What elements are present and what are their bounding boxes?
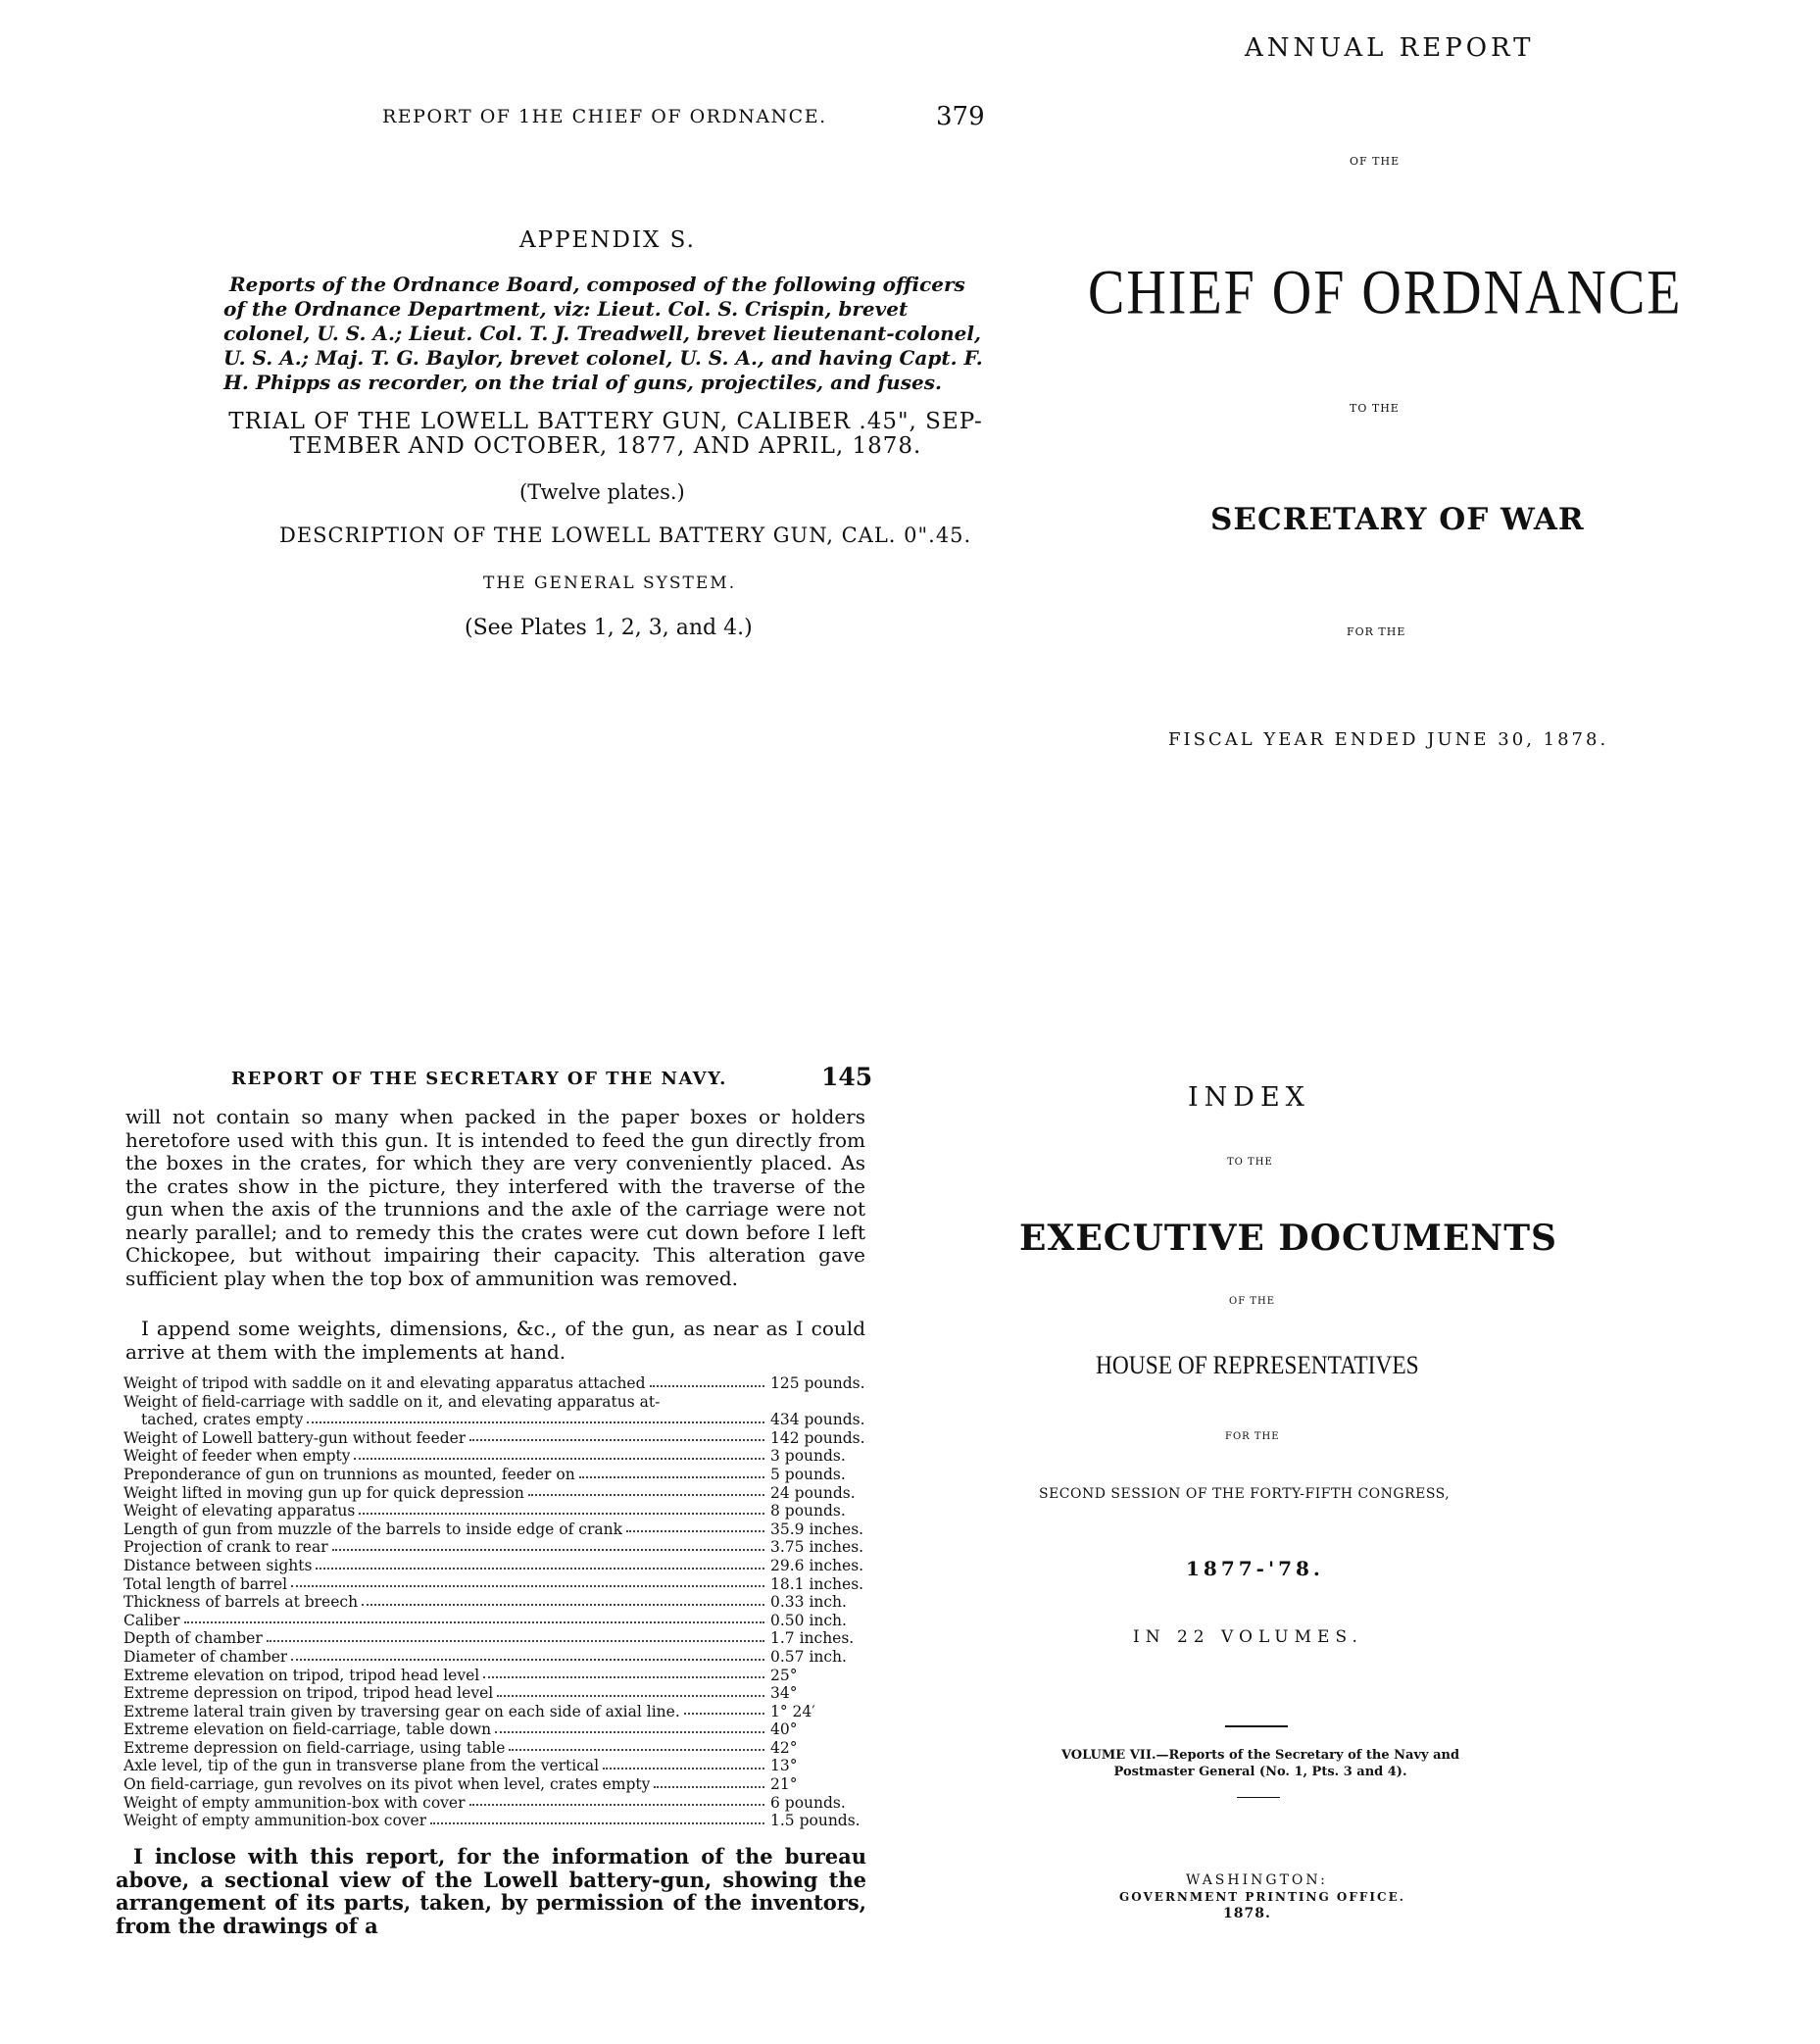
dot-leader: [626, 1521, 764, 1533]
dot-leader: [291, 1575, 764, 1588]
of-the-connector: OF THE: [1350, 155, 1401, 168]
row-label: Diameter of chamber: [123, 1647, 288, 1666]
row-value: 1.5 pounds.: [770, 1812, 861, 1830]
row-value: 34°: [770, 1684, 798, 1703]
table-row: [123, 1575, 868, 1594]
row-label: Extreme depression on field-carriage, using table: [123, 1738, 506, 1757]
imprint-year: 1878.: [1223, 1906, 1271, 1921]
row-value: 35.9 inches.: [770, 1520, 864, 1538]
rule-divider: [1225, 1725, 1288, 1727]
dot-leader: [291, 1648, 764, 1661]
row-label: Weight of feeder when empty: [123, 1447, 351, 1466]
board-abstract: Reports of the Ordnance Board, composed of the following officers of the Ordnance Department, viz: Lieut. Col. S. Crispin, brevet colonel, U. S. A.; Lieut. Col. T. J. Treadwell, brevet lieutenant-colonel, U. S. A.; Maj. T. G. Baylor, brevet colonel, U. S. A., and having Capt. F. H. Phipps as recorder, on the trial of guns, projectiles, and fuses.: [223, 273, 983, 394]
years-line: 1877-'78.: [1186, 1557, 1324, 1580]
volume-note: VOLUME VII.—Reports of the Secretary of the Navy and Postmaster General (No. 1, Pts. 3 and 4).: [1060, 1748, 1460, 1779]
fiscal-year-line: FISCAL YEAR ENDED JUNE 30, 1878.: [1168, 729, 1609, 750]
for-the-connector: FOR THE: [1225, 1431, 1280, 1442]
table-row: [123, 1612, 868, 1630]
executive-documents-title: EXECUTIVE DOCUMENTS: [1019, 1218, 1557, 1259]
table-row: [123, 1812, 868, 1830]
house-title: HOUSE OF REPRESENTATIVES: [1096, 1351, 1419, 1379]
row-value: 0.33 inch.: [770, 1593, 847, 1612]
row-label: Depth of chamber: [123, 1629, 263, 1648]
row-value: 1.7 inches.: [770, 1629, 855, 1648]
row-value: 29.6 inches.: [770, 1556, 864, 1574]
table-row: [123, 1502, 868, 1521]
table-row: [123, 1374, 868, 1393]
row-label: Weight of elevating apparatus: [123, 1502, 356, 1521]
table-row: [123, 1794, 868, 1813]
table-row: [123, 1703, 868, 1721]
dot-leader: [316, 1557, 764, 1570]
appendix-heading: APPENDIX S.: [519, 227, 696, 253]
table-row: [123, 1648, 868, 1667]
see-plates-note: (See Plates 1, 2, 3, and 4.): [465, 616, 753, 640]
table-row: [123, 1720, 868, 1739]
trial-title: TRIAL OF THE LOWELL BATTERY GUN, CALIBER .45", SEP-TEMBER AND OCTOBER, 1877, AND APRIL, 1878.: [228, 409, 983, 459]
dot-leader: [362, 1593, 764, 1606]
row-label: Weight of field-carriage with saddle on it, and elevating apparatus at-: [123, 1392, 661, 1411]
general-system-heading: THE GENERAL SYSTEM.: [483, 573, 737, 593]
row-value: [660, 1393, 758, 1412]
index-title-page: [980, 1039, 1820, 2044]
imprint-city: WASHINGTON:: [1186, 1872, 1328, 1888]
rule-divider: [1237, 1797, 1280, 1798]
table-row: [123, 1411, 868, 1429]
row-label: Total length of barrel: [123, 1574, 288, 1593]
row-value: 142 pounds.: [770, 1428, 865, 1447]
volumes-line: IN 22 VOLUMES.: [1133, 1627, 1363, 1647]
row-value: 3 pounds.: [770, 1447, 846, 1466]
table-row: [123, 1629, 868, 1648]
row-value: 0.57 inch.: [770, 1647, 847, 1666]
page-145: [0, 1039, 882, 2044]
running-head: REPORT OF 1HE CHIEF OF ORDNANCE.: [382, 106, 827, 127]
row-label: Extreme elevation on tripod, tripod head level: [123, 1666, 480, 1684]
specifications-table: [123, 1374, 868, 1830]
row-value: 40°: [770, 1720, 798, 1739]
chief-of-ordnance-title: CHIEF OF ORDNANCE: [1088, 258, 1683, 328]
dot-leader: [184, 1612, 764, 1624]
table-row: [123, 1775, 868, 1794]
dot-leader: [430, 1812, 764, 1824]
annual-report-heading: ANNUAL REPORT: [1245, 33, 1535, 63]
table-row: [123, 1521, 868, 1539]
session-line: SECOND SESSION OF THE FORTY-FIFTH CONGRESS,: [1039, 1486, 1451, 1502]
row-value: 434 pounds.: [770, 1411, 865, 1429]
dot-leader: [267, 1629, 764, 1642]
row-label: Weight of empty ammunition-box cover: [123, 1812, 427, 1830]
of-the-connector: OF THE: [1229, 1296, 1276, 1307]
table-row: [123, 1447, 868, 1466]
row-value: 13°: [770, 1757, 798, 1775]
row-value: 25°: [770, 1666, 798, 1684]
row-value: 21°: [770, 1775, 798, 1794]
dot-leader: [469, 1429, 764, 1442]
body-paragraph: will not contain so many when packed in the paper boxes or holders heretofore used with this gun. It is intended to feed the gun directly from the boxes in the crates, for which they are very conveniently placed. As the crates show in the picture, they interfered with the traverse of the gun when the axis of the trunnions and the axle of the carriage were not nearly parallel; and to remedy this the crates were cut down before I left Chickopee, but without impairing their capacity. This alteration gave sufficient play when the top box of ammunition was removed.: [125, 1105, 865, 1290]
for-the-connector: FOR THE: [1347, 625, 1406, 638]
table-row: [123, 1757, 868, 1775]
description-heading: DESCRIPTION OF THE LOWELL BATTERY GUN, CAL. 0".45.: [279, 523, 972, 547]
row-value: 6 pounds.: [770, 1793, 846, 1812]
dot-leader: [354, 1447, 764, 1460]
dot-leader: [332, 1538, 764, 1551]
row-value: 5 pounds.: [770, 1465, 846, 1483]
body-paragraph: I inclose with this report, for the information of the bureau above, a sectional view of the Lowell battery-gun, showing the arrangement of its parts, taken, by permission of the inventors, from the drawings of a: [116, 1844, 866, 1938]
secretary-of-war-title: SECRETARY OF WAR: [1210, 502, 1585, 537]
ordnance-title-page: [1019, 0, 1820, 980]
row-value: 42°: [770, 1738, 798, 1757]
index-heading: INDEX: [1188, 1082, 1310, 1113]
row-label: Extreme elevation on field-carriage, table down: [123, 1720, 492, 1739]
dot-leader: [603, 1757, 764, 1770]
row-value: 8 pounds.: [770, 1502, 846, 1521]
dot-leader: [654, 1775, 764, 1788]
row-label: Preponderance of gun on trunnions as mounted, feeder on: [123, 1465, 575, 1483]
dot-leader: [359, 1502, 764, 1515]
row-label: Weight of empty ammunition-box with cover: [123, 1793, 466, 1812]
dot-leader: [483, 1667, 764, 1679]
table-row: [123, 1484, 868, 1503]
row-label: Weight of tripod with saddle on it and elevating apparatus attached: [123, 1374, 646, 1392]
table-row: [123, 1684, 868, 1703]
table-row: [123, 1667, 868, 1685]
row-label: Axle level, tip of the gun in transverse plane from the vertical: [123, 1757, 600, 1775]
table-row: [123, 1739, 868, 1758]
body-paragraph: I append some weights, dimensions, &c., of the gun, as near as I could arrive at them with the implements at hand.: [125, 1317, 865, 1364]
row-label: tached, crates empty: [141, 1411, 304, 1429]
table-row: [123, 1557, 868, 1575]
row-value: 0.50 inch.: [770, 1611, 847, 1629]
dot-leader: [495, 1720, 764, 1733]
row-value: 125 pounds.: [770, 1374, 865, 1392]
plates-note: (Twelve plates.): [519, 480, 685, 504]
table-row: [123, 1393, 868, 1412]
row-value: 18.1 inches.: [770, 1574, 864, 1593]
row-label: Thickness of barrels at breech: [123, 1593, 359, 1612]
row-label: On field-carriage, gun revolves on its pivot when level, crates empty: [123, 1775, 651, 1794]
running-head: REPORT OF THE SECRETARY OF THE NAVY.: [231, 1069, 727, 1089]
imprint-printer: GOVERNMENT PRINTING OFFICE.: [1119, 1890, 1405, 1904]
row-value: 1° 24′: [770, 1702, 815, 1720]
dot-leader: [469, 1794, 765, 1807]
dot-leader: [684, 1703, 764, 1716]
row-value: 24 pounds.: [770, 1483, 856, 1502]
row-label: Weight lifted in moving gun up for quick depression: [123, 1483, 524, 1502]
row-label: Length of gun from muzzle of the barrels to inside edge of crank: [123, 1520, 622, 1538]
to-the-connector: TO THE: [1227, 1157, 1273, 1168]
table-row: [123, 1429, 868, 1448]
row-label: Extreme lateral train given by traversing gear on each side of axial line.: [123, 1702, 680, 1720]
dot-leader: [509, 1739, 764, 1752]
row-value: 3.75 inches.: [770, 1538, 864, 1557]
row-label: Caliber: [123, 1611, 180, 1629]
dot-leader: [497, 1684, 764, 1697]
row-label: Weight of Lowell battery-gun without feeder: [123, 1428, 467, 1447]
dot-leader: [528, 1484, 764, 1497]
dot-leader: [650, 1374, 764, 1387]
table-row: [123, 1593, 868, 1612]
table-row: [123, 1538, 868, 1557]
row-label: Projection of crank to rear: [123, 1538, 328, 1557]
table-row: [123, 1466, 868, 1484]
row-label: Distance between sights: [123, 1556, 313, 1574]
page-379: [0, 0, 1019, 980]
to-the-connector: TO THE: [1350, 402, 1400, 415]
page-number: 379: [936, 102, 985, 131]
dot-leader: [579, 1466, 764, 1478]
page-number: 145: [821, 1063, 873, 1091]
dot-leader: [307, 1411, 764, 1423]
row-label: Extreme depression on tripod, tripod head level: [123, 1684, 494, 1703]
